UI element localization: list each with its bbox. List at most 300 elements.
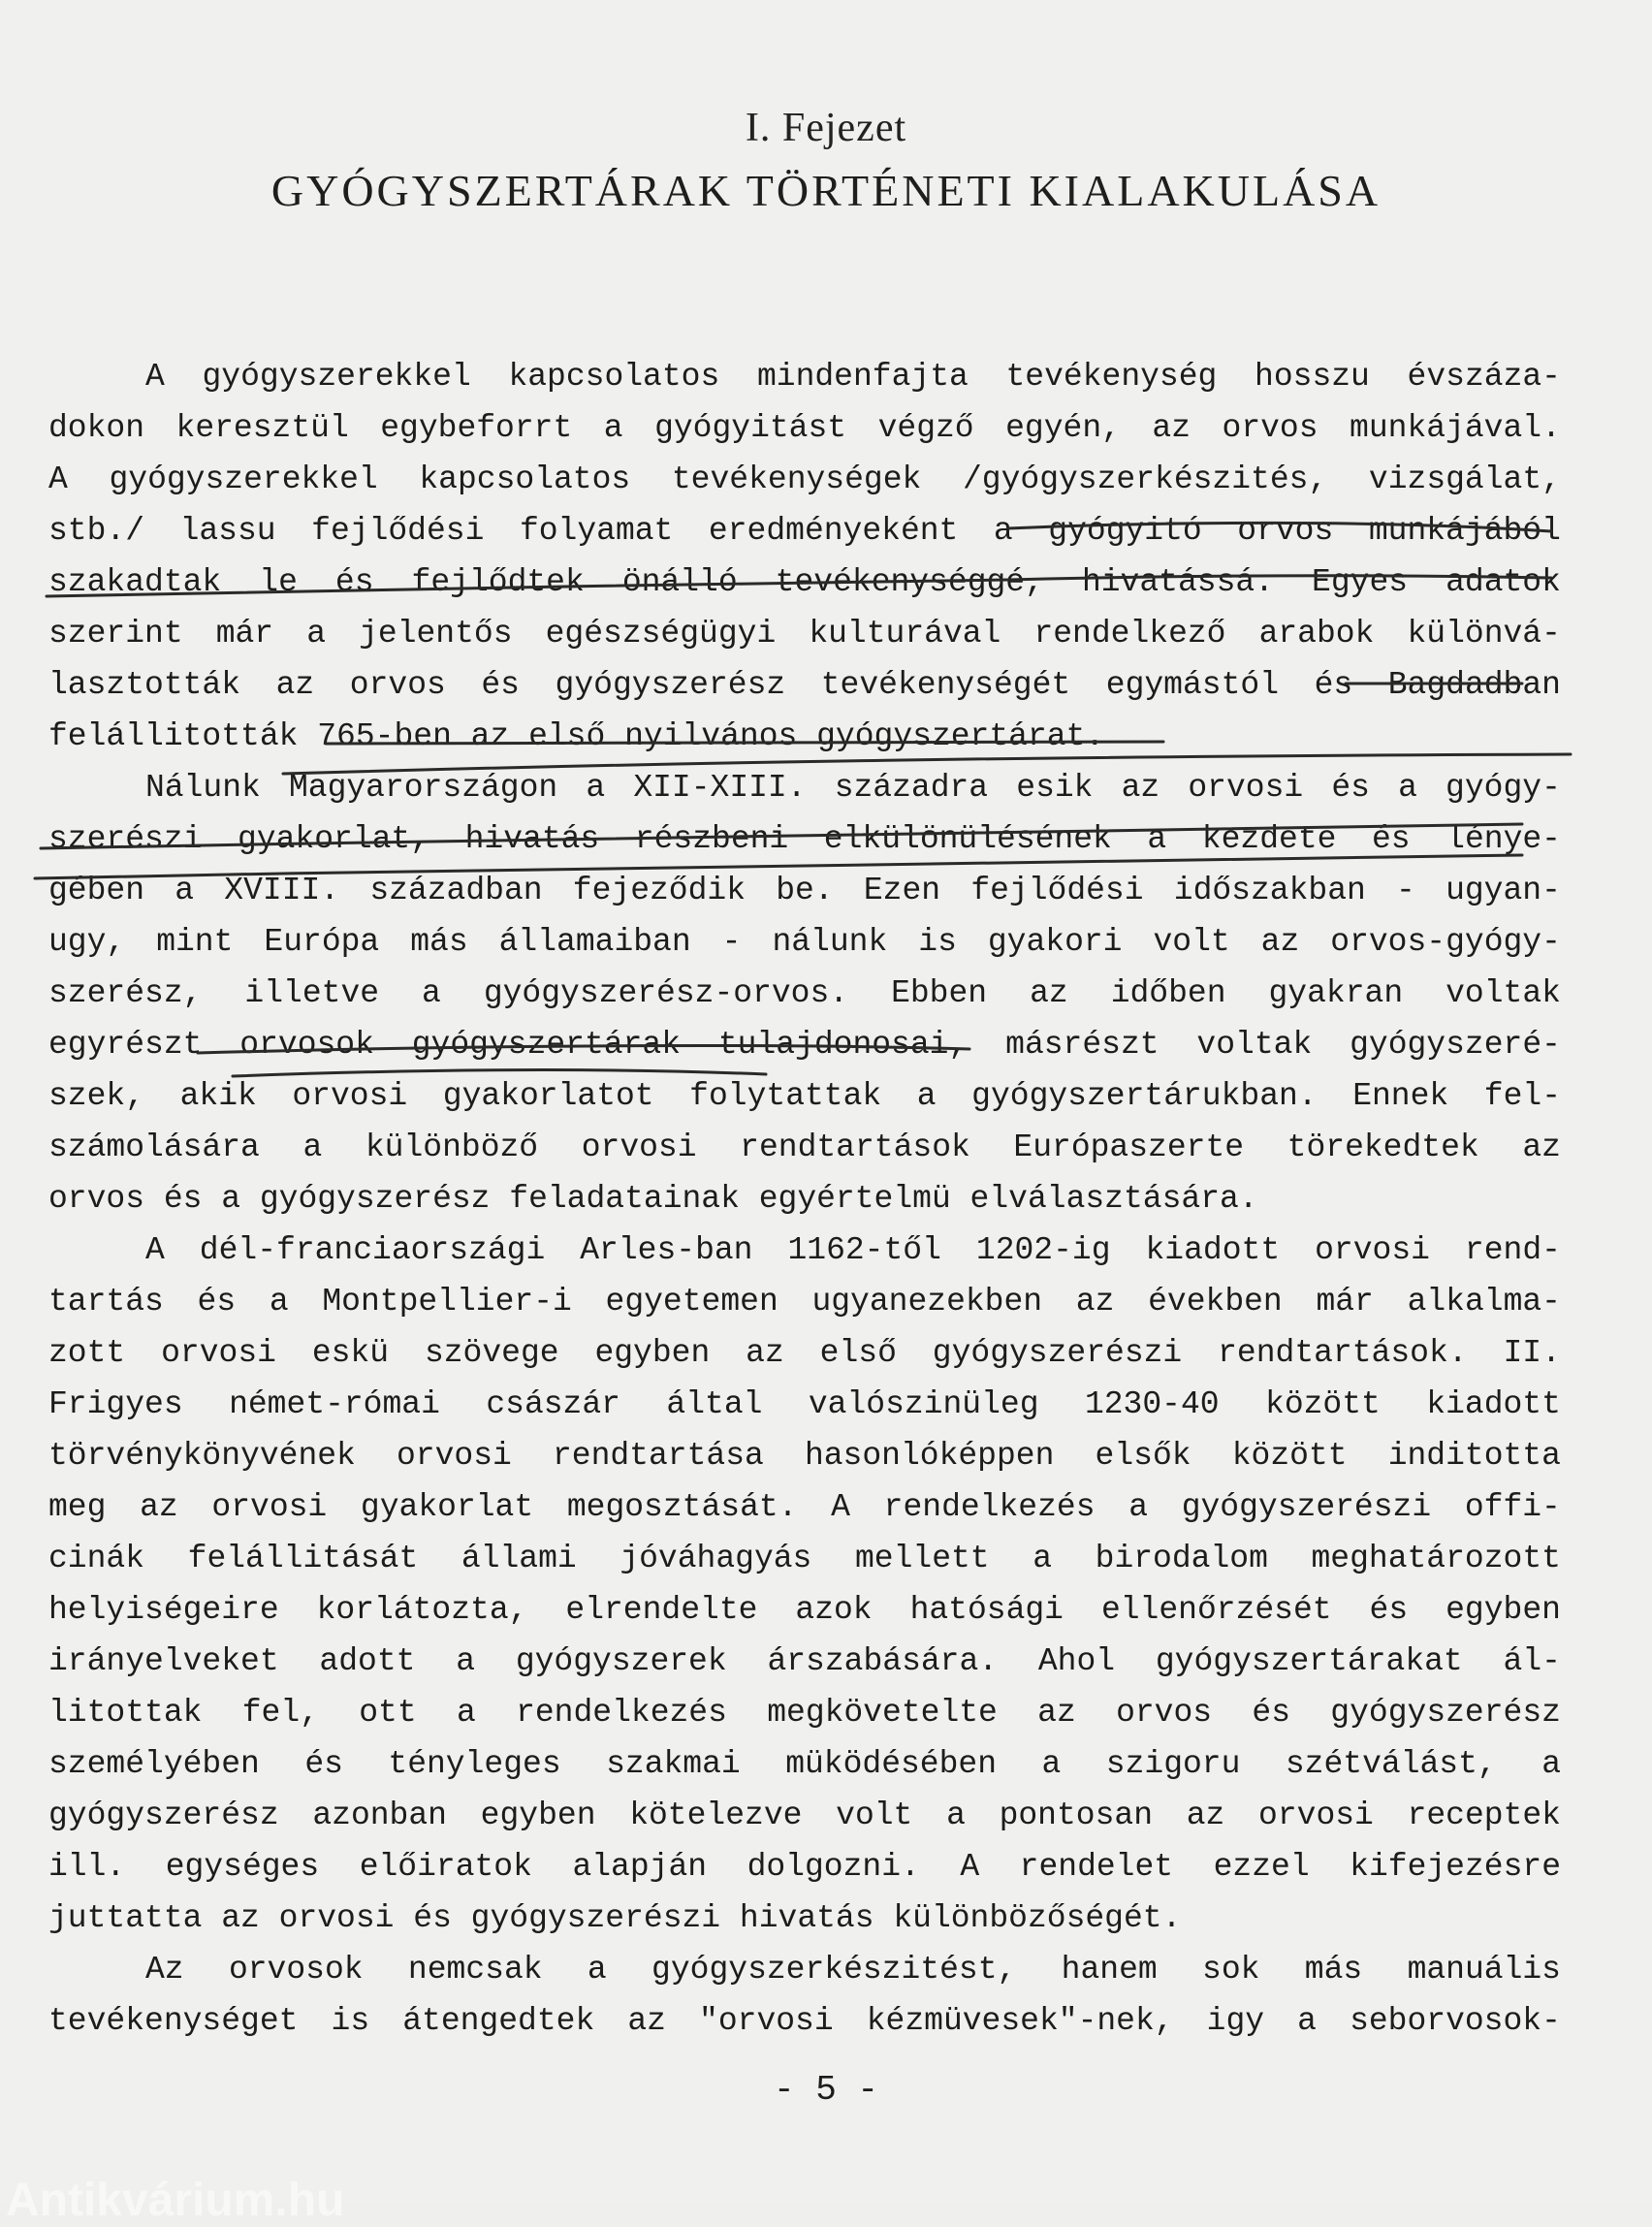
word: önálló (621, 564, 738, 600)
word: kezdete (1201, 821, 1337, 857)
word: A (145, 359, 165, 395)
word: a (269, 1284, 289, 1320)
word: gyakorlatot (442, 1078, 654, 1114)
text-line (48, 1430, 1561, 1481)
text-line (48, 1944, 1561, 1995)
word: kötelezve (629, 1798, 803, 1833)
text-line (48, 608, 1561, 659)
word: rendtartások. (1218, 1335, 1468, 1371)
text-line (48, 1019, 1561, 1070)
word: a (946, 1798, 966, 1833)
text-line (48, 454, 1561, 505)
text-line (48, 1841, 1561, 1893)
word: II. (1503, 1335, 1561, 1371)
text-line (48, 968, 1561, 1019)
word: tulajdonosai, (717, 1027, 969, 1063)
word: "orvosi (699, 2003, 834, 2039)
word: XII-XIII. (633, 770, 807, 806)
word: ott (359, 1695, 417, 1731)
word: litottak (48, 1695, 203, 1731)
word: között (1265, 1386, 1381, 1422)
word: a (1128, 1489, 1149, 1525)
word: volt (1153, 924, 1230, 960)
word: is (918, 924, 957, 960)
word: Az (145, 1952, 184, 1988)
text-line (48, 1481, 1561, 1533)
word: tevékenységek (671, 461, 922, 497)
word: rendtartások (740, 1129, 970, 1165)
word: meg (48, 1489, 107, 1525)
word: német-római (229, 1386, 440, 1422)
word: első (819, 1335, 897, 1371)
word: átengedtek (402, 2003, 595, 2039)
word: fejlődési (970, 873, 1144, 908)
word: a (587, 1952, 607, 1988)
word: szerész, (48, 975, 203, 1011)
word: rendelkezés (883, 1489, 1096, 1525)
word: ezzel (1213, 1849, 1310, 1885)
word: különvá- (1407, 616, 1561, 652)
word: orvosi (211, 1489, 328, 1525)
word: a (422, 975, 441, 1011)
word: gyakorlat, (238, 821, 430, 857)
word: tevékenységgé, (775, 564, 1044, 600)
word: cinák (48, 1541, 145, 1576)
word: az (275, 667, 315, 703)
text-line (48, 351, 1561, 402)
word: Bagdadban (1387, 667, 1561, 703)
word: az (1037, 1695, 1076, 1731)
word: a (306, 616, 327, 652)
word: években (1148, 1284, 1283, 1320)
word: fejeződik (572, 873, 747, 908)
word: nemcsak (407, 1952, 543, 1988)
word: A (831, 1489, 850, 1525)
word: akik (179, 1078, 257, 1114)
word: szerészi (48, 821, 203, 857)
word: meghatározott (1311, 1541, 1561, 1576)
word: gyógyszerekkel (202, 359, 471, 395)
word: az (1152, 410, 1191, 446)
word: orvosi (161, 1335, 276, 1371)
word: igy (1206, 2003, 1265, 2039)
text-line: orvos és a gyógyszerész feladatainak egyértelmü elválasztására. (48, 1181, 1258, 1217)
word: számolására (48, 1129, 260, 1165)
word: azonban (312, 1798, 447, 1833)
word: gyógyszerész (1330, 1695, 1561, 1731)
word: offi- (1464, 1489, 1561, 1525)
word: orvosi (1258, 1798, 1374, 1833)
word: rend- (1464, 1232, 1561, 1268)
text-line (48, 1225, 1561, 1276)
word: az (627, 2003, 666, 2039)
word: más (410, 924, 468, 960)
word: fejlődési (311, 513, 485, 549)
word: esik (1016, 770, 1094, 806)
word: orvos (1237, 513, 1334, 549)
word: törekedtek (1287, 1129, 1479, 1165)
word: gyógyszertárukban. (971, 1078, 1318, 1114)
word: elsők (1095, 1438, 1191, 1474)
word: /gyógyszerkészités, (962, 461, 1328, 497)
word: voltak (1196, 1027, 1313, 1063)
word: ál- (1503, 1643, 1561, 1679)
word: már (215, 616, 274, 652)
word: A (48, 461, 68, 497)
word: ill. (48, 1849, 126, 1885)
text-line (48, 1687, 1561, 1738)
word: mellett (854, 1541, 990, 1576)
word: inditotta (1387, 1438, 1561, 1474)
word: tartás (48, 1284, 164, 1320)
word: és (1369, 1592, 1409, 1628)
text-line (48, 916, 1561, 968)
word: stb./ (48, 513, 145, 549)
word: megkövetelte (767, 1695, 998, 1731)
word: valószinüleg (808, 1386, 1039, 1422)
word: A (145, 1232, 165, 1268)
word: gyógyszerész (555, 667, 786, 703)
page-title: GYÓGYSZERTÁRAK TÖRTÉNETI KIALAKULÁSA (270, 166, 1382, 215)
text-line (48, 865, 1561, 916)
chapter-heading: I. Fejezet (745, 106, 907, 150)
word: a (993, 513, 1013, 549)
word: dolgozni. (747, 1849, 920, 1885)
word: orvosok (228, 1952, 364, 1988)
text-line (48, 1995, 1561, 2047)
word: zott (48, 1335, 126, 1371)
word: rendelkezés (516, 1695, 727, 1731)
word: orvos (1222, 410, 1318, 446)
word: ellenőrzését (1100, 1592, 1332, 1628)
word: a (916, 1078, 937, 1114)
text-line (48, 1738, 1561, 1790)
word: Ahol (1037, 1643, 1116, 1679)
word: kapcsolatos (508, 359, 720, 395)
word: császár (486, 1386, 620, 1422)
text-line (48, 1636, 1561, 1687)
word: 1230-40 (1084, 1386, 1220, 1422)
word: le (259, 564, 298, 600)
word: orvos-gyógy- (1330, 924, 1561, 960)
word: arabok (1258, 616, 1375, 652)
word: alapján (572, 1849, 708, 1885)
word: gében (48, 873, 145, 908)
word: az (1522, 1129, 1561, 1165)
word: gyakori (987, 924, 1123, 960)
word: mint (156, 924, 234, 960)
word: gyakorlat (360, 1489, 534, 1525)
word: sok (1202, 1952, 1260, 1988)
word: fel- (1483, 1078, 1561, 1114)
word: egyben (594, 1335, 711, 1371)
word: dokon (48, 410, 145, 446)
word: volt (836, 1798, 913, 1833)
text-line (48, 1070, 1561, 1122)
word: adatok (1446, 564, 1561, 600)
word: müködésében (785, 1746, 998, 1782)
word: a (1541, 1746, 1561, 1782)
word: illetve (244, 975, 380, 1011)
word: hanem (1061, 1952, 1158, 1988)
word: Nálunk (145, 770, 261, 806)
word: eskü (311, 1335, 390, 1371)
word: végző (877, 410, 974, 446)
word: orvosi (1188, 770, 1304, 806)
word: kulturával (809, 616, 1001, 652)
word: az (1030, 975, 1068, 1011)
word: 1202-ig (975, 1232, 1111, 1268)
word: fel, (241, 1695, 319, 1731)
word: részbeni (634, 821, 789, 857)
word: előiratok (359, 1849, 532, 1885)
word: gyógyszerészi (932, 1335, 1183, 1371)
word: a (1147, 821, 1167, 857)
word: kiadott (1145, 1232, 1281, 1268)
word: gyógyszerkészitést, (651, 1952, 1017, 1988)
word: orvosi (1315, 1232, 1430, 1268)
word: tevékenységet (48, 2003, 299, 2039)
word: munkájával. (1350, 410, 1561, 446)
word: szövege (424, 1335, 559, 1371)
word: tevékenység (1005, 359, 1218, 395)
word: és (1371, 821, 1411, 857)
word: által (666, 1386, 763, 1422)
word: gyógyszerész-orvos. (483, 975, 849, 1011)
text-line (48, 557, 1561, 608)
word: tényleges (388, 1746, 561, 1782)
watermark: Antikvárium.hu (6, 2175, 345, 2226)
word: keresztül (175, 410, 349, 446)
word: megosztását. (566, 1489, 798, 1525)
word: a (302, 1129, 323, 1165)
word: törvénykönyvének (48, 1438, 356, 1474)
word: Frigyes (48, 1386, 183, 1422)
word: a (1398, 770, 1417, 806)
text-line (48, 1533, 1561, 1584)
text-line (48, 1790, 1561, 1841)
word: az (1075, 1284, 1115, 1320)
word: egyben (1446, 1592, 1561, 1628)
word: vizsgálat, (1368, 461, 1561, 497)
word: folytattak (689, 1078, 882, 1114)
word: a (1032, 1541, 1053, 1576)
word: orvos (349, 667, 446, 703)
word: alkalma- (1407, 1284, 1561, 1320)
text-line (48, 1276, 1561, 1327)
word: Montpellier-i (322, 1284, 572, 1320)
text-line (48, 402, 1561, 454)
word: az (1121, 770, 1160, 806)
word: államaiban (498, 924, 691, 960)
word: szerint (48, 616, 183, 652)
word: egyrészt (48, 1027, 203, 1063)
word: azok (795, 1592, 873, 1628)
word: a (456, 1695, 476, 1731)
word: orvosi (292, 1078, 408, 1114)
word: állami (461, 1541, 577, 1576)
word: szétválást, (1285, 1746, 1497, 1782)
word: manuális (1407, 1952, 1561, 1988)
word: mindenfajta (756, 359, 969, 395)
word: szigoru (1105, 1746, 1241, 1782)
word: ugyan- (1446, 873, 1561, 908)
word: hatósági (909, 1592, 1064, 1628)
word: szek, (48, 1078, 145, 1114)
text-line: juttatta az orvosi és gyógyszerészi hivatás különbözőségét. (48, 1900, 1182, 1936)
word: Európaszerte (1013, 1129, 1245, 1165)
word: seborvosok- (1350, 2003, 1561, 2039)
word: folyamat (519, 513, 674, 549)
word: eredményeként (708, 513, 959, 549)
text-line (48, 505, 1561, 557)
word: ugy, (48, 924, 126, 960)
word: rendtartása (552, 1438, 764, 1474)
word: gyógyszerek (515, 1643, 727, 1679)
word: és (1331, 770, 1370, 806)
word: ugyanezekben (811, 1284, 1043, 1320)
word: pontosan (999, 1798, 1154, 1833)
word: a (1041, 1746, 1062, 1782)
word: Egyes (1312, 564, 1409, 600)
word: századra (834, 770, 989, 806)
word: be. (776, 873, 834, 908)
word: között (1231, 1438, 1348, 1474)
word: időszakban (1173, 873, 1366, 908)
word: Európa (264, 924, 380, 960)
word: is (331, 2003, 370, 2039)
word: felállitását (187, 1541, 419, 1576)
word: elkülönülésének (823, 821, 1112, 857)
word: dél-franciaországi (199, 1232, 546, 1268)
word: - (1396, 873, 1415, 908)
word: rendelet (1019, 1849, 1174, 1885)
text-line (48, 1584, 1561, 1636)
word: gyógyszeré- (1350, 1027, 1561, 1063)
word: orvosi (397, 1438, 512, 1474)
word: és (1252, 1695, 1290, 1731)
word: - (721, 924, 742, 960)
word: Ezen (863, 873, 941, 908)
word: egymástól (1105, 667, 1279, 703)
word: receptek (1407, 1798, 1561, 1833)
word: különböző (365, 1129, 539, 1165)
word: egyben (480, 1798, 596, 1833)
word: gyógy- (1446, 770, 1561, 806)
word: birodalom (1095, 1541, 1268, 1576)
word: másrészt (1005, 1027, 1160, 1063)
word: kifejezésre (1350, 1849, 1561, 1885)
word: hasonlóképpen (804, 1438, 1055, 1474)
word: és (304, 1746, 343, 1782)
word: orvosok (239, 1027, 374, 1063)
word: árszabására. (767, 1643, 999, 1679)
word: a (586, 770, 606, 806)
word: nálunk (772, 924, 888, 960)
word: és (197, 1284, 237, 1320)
word: munkájából (1368, 513, 1561, 549)
word: XVIII. (224, 873, 340, 908)
word: Ebben (891, 975, 988, 1011)
word: egységes (165, 1849, 320, 1885)
word: személyében (48, 1746, 260, 1782)
word: szakmai (606, 1746, 741, 1782)
word: évszáza- (1407, 359, 1561, 395)
text-line (48, 1122, 1561, 1173)
word: egyetemen (605, 1284, 778, 1320)
word: szakadtak (48, 564, 222, 600)
word: lénye- (1446, 821, 1561, 857)
word: korlátozta, (316, 1592, 528, 1628)
word: a (175, 873, 195, 908)
word: A (960, 1849, 980, 1885)
word: az (1186, 1798, 1225, 1833)
body-text (48, 351, 1561, 2047)
word: voltak (1446, 975, 1561, 1011)
word: gyógyitó (1048, 513, 1202, 549)
word: fejlődtek (411, 564, 585, 600)
text-line (48, 1327, 1561, 1379)
word: és (334, 564, 374, 600)
word: egészségügyi (545, 616, 777, 652)
text-line (48, 659, 1561, 711)
word: és (481, 667, 520, 703)
word: Magyarországon (288, 770, 558, 806)
word: helyiségeire (48, 1592, 279, 1628)
word: adott (319, 1643, 416, 1679)
word: hivatás (464, 821, 600, 857)
word: az (1260, 924, 1300, 960)
word: hivatássá. (1081, 564, 1274, 600)
word: jelentős (359, 616, 513, 652)
page-number: - 5 - (773, 2070, 879, 2110)
word: elrendelte (565, 1592, 758, 1628)
word: a (1297, 2003, 1317, 2039)
word: a (603, 410, 623, 446)
word: gyógyszertárak (411, 1027, 681, 1063)
word: században (369, 873, 543, 908)
word: hosszu (1255, 359, 1370, 395)
word: gyógyitást (654, 410, 847, 446)
word: már (1316, 1284, 1374, 1320)
word: gyógyszerekkel (109, 461, 378, 497)
word: időben (1110, 975, 1226, 1011)
word: irányelveket (48, 1643, 279, 1679)
word: egybeforrt (380, 410, 573, 446)
text-line (48, 813, 1561, 865)
word: 1162-től (787, 1232, 941, 1268)
word: lasztották (48, 667, 241, 703)
word: Arles-ban (580, 1232, 753, 1268)
word: jóváhagyás (620, 1541, 812, 1576)
word: gyakran (1268, 975, 1404, 1011)
word: kézmüvesek"-nek, (866, 2003, 1174, 2039)
word: gyógyszerészi (1181, 1489, 1432, 1525)
word: orvos (1116, 1695, 1213, 1731)
text-line (48, 762, 1561, 813)
text-line: felállitották 765-ben az első nyilvános gyógyszertárat. (48, 718, 1105, 754)
text-line (48, 1379, 1561, 1430)
word: az (140, 1489, 178, 1525)
word: gyógyszerész (48, 1798, 279, 1833)
word: a (456, 1643, 476, 1679)
word: orvosi (581, 1129, 697, 1165)
word: az (746, 1335, 784, 1371)
word: és (1314, 667, 1353, 703)
word: tevékenységét (820, 667, 1071, 703)
word: más (1304, 1952, 1363, 1988)
word: kapcsolatos (419, 461, 631, 497)
